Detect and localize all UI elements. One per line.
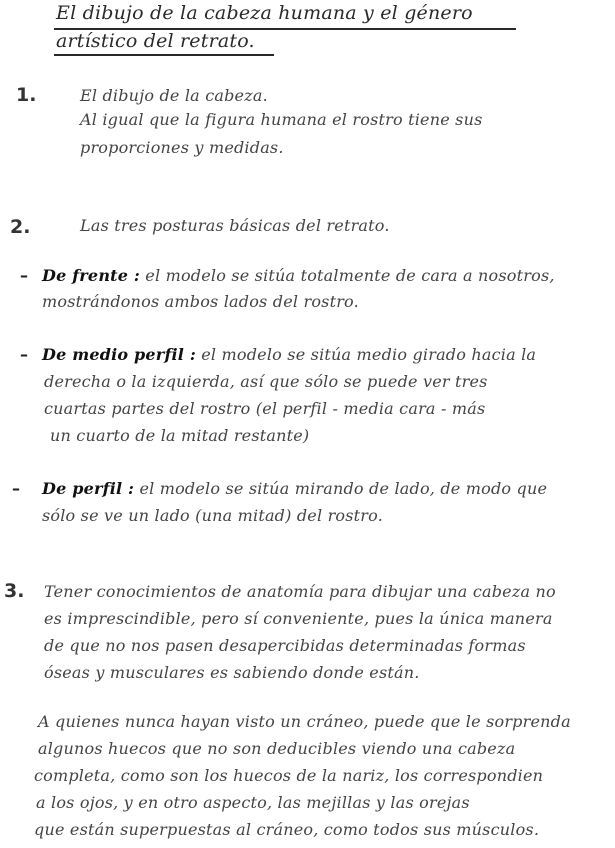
item-medio-perfil-line-3: cuartas partes del rostro (el perfil - media cara - más <box>44 399 486 418</box>
item-perfil-rest: el modelo se sitúa mirando de lado, de modo que <box>139 479 548 498</box>
section-3-para2-line-5: que están superpuestas al cráneo, como todos sus músculos. <box>34 820 540 839</box>
section-2-heading: Las tres posturas básicas del retrato. <box>80 216 390 235</box>
item-medio-perfil-line-4: un cuarto de la mitad restante) <box>50 426 310 445</box>
item-frente-rest: el modelo se sitúa totalmente de cara a nosotros, <box>145 266 555 285</box>
section-3-para2-line-1: A quienes nunca hayan visto un cráneo, puede que le sorprenda <box>38 712 571 731</box>
section-number-2: 2. <box>10 216 31 238</box>
page-title-line-2: artístico del retrato. <box>56 30 255 52</box>
section-1-line-2: Al igual que la figura humana el rostro tiene sus <box>80 110 483 129</box>
item-term-medio-perfil: De medio perfil : <box>42 345 196 364</box>
section-number-3: 3. <box>4 580 25 602</box>
item-dash-frente: – <box>20 266 28 285</box>
section-number-1: 1. <box>16 84 37 106</box>
item-term-perfil: De perfil : <box>42 479 135 498</box>
section-1-line-3: proporciones y medidas. <box>80 138 284 157</box>
item-dash-perfil: – <box>12 479 20 498</box>
item-medio-perfil-line-2: derecha o la izquierda, así que sólo se puede ver tres <box>44 372 488 391</box>
item-perfil-line-1 <box>42 479 547 498</box>
section-3-para2-line-2: algunos huecos que no son deducibles viendo una cabeza <box>38 739 516 758</box>
item-medio-perfil-line-1 <box>42 345 536 364</box>
item-dash-medio-perfil: – <box>20 345 28 364</box>
section-3-para2-line-3: completa, como son los huecos de la nariz, los correspondien <box>34 766 544 785</box>
title-underline-2 <box>54 54 274 56</box>
item-frente-line-1 <box>42 266 555 285</box>
section-3-line-1: Tener conocimientos de anatomía para dibujar una cabeza no <box>44 582 556 601</box>
item-term-frente: De frente : <box>42 266 140 285</box>
section-3-line-3: de que no nos pasen desapercibidas determinadas formas <box>44 636 526 655</box>
section-3-para2-line-4: a los ojos, y en otro aspecto, las mejillas y las orejas <box>36 793 470 812</box>
item-medio-perfil-rest: el modelo se sitúa medio girado hacia la <box>201 345 537 364</box>
section-3-line-2: es imprescindible, pero sí conveniente, pues la única manera <box>44 609 553 628</box>
section-1-line-1: El dibujo de la cabeza. <box>80 86 268 105</box>
item-frente-line-2: mostrándonos ambos lados del rostro. <box>42 292 359 311</box>
section-3-line-4: óseas y musculares es sabiendo donde están. <box>44 663 420 682</box>
page-title-line-1: El dibujo de la cabeza humana y el género <box>56 2 473 24</box>
item-perfil-line-2: sólo se ve un lado (una mitad) del rostro. <box>42 506 383 525</box>
